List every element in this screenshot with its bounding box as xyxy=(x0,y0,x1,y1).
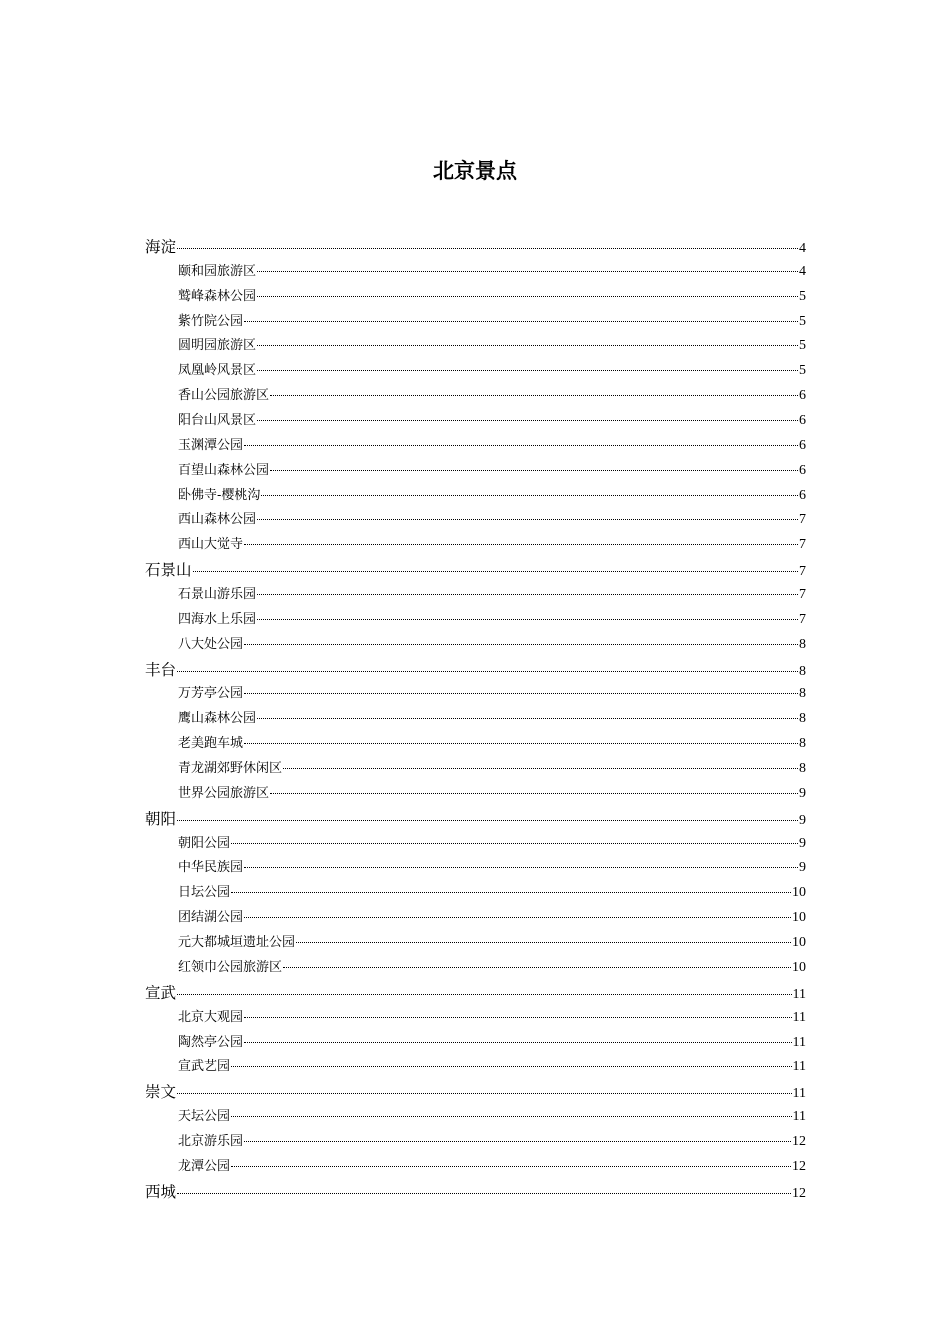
toc-page-number: 6 xyxy=(799,413,806,429)
toc-page-number: 12 xyxy=(792,1185,806,1201)
toc-entry-label: 中华民族园 xyxy=(178,860,244,876)
toc-page-number: 12 xyxy=(792,1158,806,1174)
toc-page-number: 7 xyxy=(799,587,806,603)
toc-page-number: 6 xyxy=(799,437,806,453)
toc-dot-leader xyxy=(231,843,798,844)
toc-entry-label: 崇文 xyxy=(145,1083,177,1102)
toc-entry-label: 西山大觉寺 xyxy=(178,537,244,553)
toc-section-entry[interactable] xyxy=(145,558,806,583)
toc-page-number: 6 xyxy=(799,487,806,503)
toc-entry-label: 西山森林公园 xyxy=(178,512,257,528)
toc-section-entry[interactable] xyxy=(145,658,806,683)
toc-entry-label: 天坛公园 xyxy=(178,1109,231,1125)
toc-subsection-entry[interactable] xyxy=(145,757,806,782)
toc-dot-leader xyxy=(257,345,798,346)
toc-dot-leader xyxy=(231,1116,792,1117)
toc-dot-leader xyxy=(193,571,798,572)
toc-entry-label: 石景山 xyxy=(145,561,192,580)
toc-subsection-entry[interactable] xyxy=(145,956,806,981)
toc-page-number: 6 xyxy=(799,388,806,404)
toc-dot-leader xyxy=(244,544,798,545)
toc-entry-label: 卧佛寺-樱桃沟 xyxy=(178,487,261,503)
toc-section-entry[interactable] xyxy=(145,807,806,832)
toc-dot-leader xyxy=(244,1017,792,1018)
toc-dot-leader xyxy=(231,1166,791,1167)
toc-subsection-entry[interactable] xyxy=(145,1031,806,1056)
toc-page-number: 7 xyxy=(799,611,806,627)
toc-page-number: 8 xyxy=(799,761,806,777)
toc-subsection-entry[interactable] xyxy=(145,881,806,906)
toc-dot-leader xyxy=(283,967,791,968)
toc-dot-leader xyxy=(177,1093,792,1094)
toc-page-number: 5 xyxy=(799,338,806,354)
toc-dot-leader xyxy=(270,793,798,794)
toc-page-number: 5 xyxy=(799,313,806,329)
document-title: 北京景点 xyxy=(433,159,517,183)
toc-subsection-entry[interactable] xyxy=(145,434,806,459)
toc-dot-leader xyxy=(257,296,798,297)
toc-page-number: 11 xyxy=(792,1086,806,1102)
toc-dot-leader xyxy=(244,445,798,446)
toc-page-number: 5 xyxy=(799,363,806,379)
toc-dot-leader xyxy=(257,271,798,272)
toc-entry-label: 香山公园旅游区 xyxy=(178,388,270,404)
toc-subsection-entry[interactable] xyxy=(145,310,806,335)
toc-subsection-entry[interactable] xyxy=(145,1155,806,1180)
toc-entry-label: 世界公园旅游区 xyxy=(178,785,270,801)
toc-dot-leader xyxy=(231,1066,792,1067)
toc-entry-label: 团结湖公园 xyxy=(178,910,244,926)
toc-entry-label: 北京大观园 xyxy=(178,1009,244,1025)
toc-section-entry[interactable] xyxy=(145,1080,806,1105)
toc-dot-leader xyxy=(244,743,798,744)
toc-page-number: 11 xyxy=(792,1009,806,1025)
toc-subsection-entry[interactable] xyxy=(145,1006,806,1031)
toc-page-number: 9 xyxy=(799,860,806,876)
toc-page-number: 4 xyxy=(799,241,806,256)
toc-dot-leader xyxy=(257,420,798,421)
toc-page-number: 5 xyxy=(799,288,806,304)
toc-dot-leader xyxy=(261,495,798,496)
toc-entry-label: 元大都城垣遗址公园 xyxy=(178,935,296,951)
toc-dot-leader xyxy=(257,594,798,595)
toc-dot-leader xyxy=(244,321,798,322)
toc-subsection-entry[interactable] xyxy=(145,633,806,658)
toc-subsection-entry[interactable] xyxy=(145,832,806,857)
toc-dot-leader xyxy=(177,820,798,821)
toc-subsection-entry[interactable] xyxy=(145,583,806,608)
toc-subsection-entry[interactable] xyxy=(145,384,806,409)
toc-page-number: 9 xyxy=(799,835,806,851)
toc-subsection-entry[interactable] xyxy=(145,856,806,881)
toc-page-number: 8 xyxy=(799,636,806,652)
toc-entry-label: 北京游乐园 xyxy=(178,1133,244,1149)
toc-page-number: 4 xyxy=(799,263,806,279)
toc-subsection-entry[interactable] xyxy=(145,1055,806,1080)
toc-subsection-entry[interactable] xyxy=(145,1105,806,1130)
toc-entry-label: 龙潭公园 xyxy=(178,1158,231,1174)
toc-dot-leader xyxy=(177,248,798,249)
toc-entry-label: 凤凰岭风景区 xyxy=(178,363,257,379)
toc-dot-leader xyxy=(177,671,798,672)
toc-entry-label: 老美跑车城 xyxy=(178,736,244,752)
toc-entry-label: 阳台山风景区 xyxy=(178,413,257,429)
toc-entry-label: 鹰山森林公园 xyxy=(178,711,257,727)
toc-subsection-entry[interactable] xyxy=(145,484,806,509)
toc-entry-label: 四海水上乐园 xyxy=(178,611,257,627)
toc-section-entry[interactable] xyxy=(145,1180,806,1205)
toc-subsection-entry[interactable] xyxy=(145,1130,806,1155)
toc-page-number: 10 xyxy=(792,885,806,901)
toc-page-number: 12 xyxy=(792,1133,806,1149)
toc-entry-label: 青龙湖郊野休闲区 xyxy=(178,761,283,777)
toc-page-number: 7 xyxy=(799,564,806,580)
toc-dot-leader xyxy=(283,768,798,769)
toc-page-number: 8 xyxy=(799,663,806,679)
toc-page-number: 10 xyxy=(792,910,806,926)
toc-entry-label: 圆明园旅游区 xyxy=(178,338,257,354)
toc-entry-label: 八大处公园 xyxy=(178,636,244,652)
toc-subsection-entry[interactable] xyxy=(145,732,806,757)
toc-dot-leader xyxy=(231,892,791,893)
toc-section-entry[interactable] xyxy=(145,981,806,1006)
toc-dot-leader xyxy=(244,693,798,694)
toc-dot-leader xyxy=(270,470,798,471)
toc-page-number: 7 xyxy=(799,512,806,528)
toc-page-number: 11 xyxy=(792,1109,806,1125)
toc-subsection-entry[interactable] xyxy=(145,459,806,484)
toc-subsection-entry[interactable] xyxy=(145,906,806,931)
toc-page-number: 8 xyxy=(799,686,806,702)
toc-entry-label: 陶然亭公园 xyxy=(178,1034,244,1050)
toc-subsection-entry[interactable] xyxy=(145,359,806,384)
toc-entry-label: 红领巾公园旅游区 xyxy=(178,959,283,975)
toc-page-number: 8 xyxy=(799,736,806,752)
toc-subsection-entry[interactable] xyxy=(145,682,806,707)
toc-entry-label: 朝阳 xyxy=(145,809,177,828)
toc-subsection-entry[interactable] xyxy=(145,334,806,359)
toc-subsection-entry[interactable] xyxy=(145,409,806,434)
toc-dot-leader xyxy=(257,519,798,520)
toc-dot-leader xyxy=(257,619,798,620)
toc-subsection-entry[interactable] xyxy=(145,931,806,956)
toc-dot-leader xyxy=(296,942,791,943)
toc-page-number: 9 xyxy=(799,812,806,828)
toc-entry-label: 颐和园旅游区 xyxy=(178,263,257,279)
toc-subsection-entry[interactable] xyxy=(145,285,806,310)
toc-page-number: 10 xyxy=(792,935,806,951)
toc-entry-label: 紫竹院公园 xyxy=(178,313,244,329)
toc-dot-leader xyxy=(244,1042,792,1043)
toc-page-number: 11 xyxy=(792,986,806,1002)
toc-dot-leader xyxy=(257,370,798,371)
toc-dot-leader xyxy=(244,1141,791,1142)
table-of-contents xyxy=(145,235,806,1205)
toc-entry-label: 西城 xyxy=(145,1182,177,1201)
toc-page-number: 11 xyxy=(792,1034,806,1050)
toc-entry-label: 朝阳公园 xyxy=(178,835,231,851)
toc-entry-label: 宣武艺园 xyxy=(178,1059,231,1075)
toc-dot-leader xyxy=(244,867,798,868)
toc-dot-leader xyxy=(244,917,791,918)
toc-entry-label: 石景山游乐园 xyxy=(178,587,257,603)
toc-entry-label: 海淀 xyxy=(145,238,177,256)
toc-page-number: 10 xyxy=(792,959,806,975)
toc-subsection-entry[interactable] xyxy=(145,533,806,558)
toc-page-number: 9 xyxy=(799,785,806,801)
toc-subsection-entry[interactable] xyxy=(145,508,806,533)
toc-dot-leader xyxy=(270,395,798,396)
toc-entry-label: 玉渊潭公园 xyxy=(178,437,244,453)
toc-entry-label: 日坛公园 xyxy=(178,885,231,901)
toc-subsection-entry[interactable] xyxy=(145,260,806,285)
toc-entry-label: 鹫峰森林公园 xyxy=(178,288,257,304)
toc-entry-label: 宣武 xyxy=(145,983,177,1002)
toc-subsection-entry[interactable] xyxy=(145,782,806,807)
toc-dot-leader xyxy=(177,994,792,995)
toc-dot-leader xyxy=(177,1193,791,1194)
toc-subsection-entry[interactable] xyxy=(145,707,806,732)
toc-subsection-entry[interactable] xyxy=(145,608,806,633)
toc-page-number: 11 xyxy=(792,1059,806,1075)
toc-entry-label: 万芳亭公园 xyxy=(178,686,244,702)
toc-page-number: 8 xyxy=(799,711,806,727)
toc-section-entry[interactable] xyxy=(145,235,806,260)
toc-entry-label: 百望山森林公园 xyxy=(178,462,270,478)
toc-page-number: 7 xyxy=(799,537,806,553)
toc-entry-label: 丰台 xyxy=(145,660,177,679)
toc-page-number: 6 xyxy=(799,462,806,478)
toc-dot-leader xyxy=(257,718,798,719)
toc-dot-leader xyxy=(244,644,798,645)
